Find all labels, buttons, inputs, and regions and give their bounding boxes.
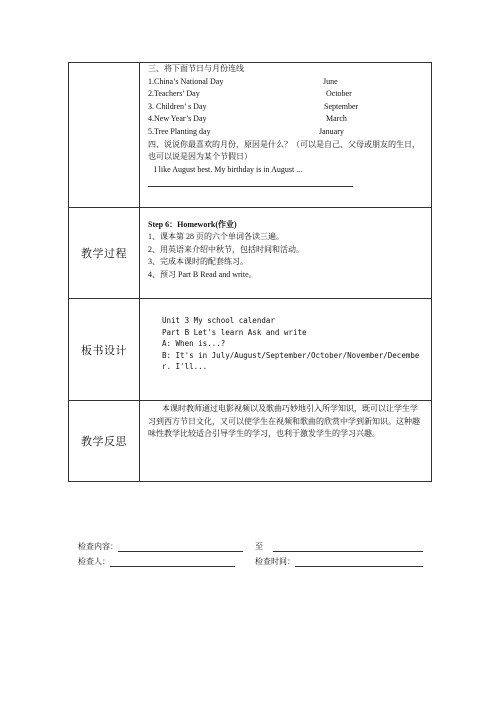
to-field[interactable] (273, 543, 423, 552)
section-four-question: 四、说说你最喜欢的月份，原因是什么？（可以是自己、父母或朋友的生日，也可以说是因为某个节假日） (148, 139, 420, 162)
holiday-2: 2.Teachers’ Day (148, 89, 200, 99)
lesson-plan-table (68, 62, 432, 482)
board-row (69, 299, 432, 401)
reflection-text: 本课时教师通过电影视频以及歌曲巧妙地引入所学知识，既可以让学生学习到西方节日文化，又可以使学生在视频和歌曲的欣赏中学到新知识。这种趣味性教学比较适合引导学生的学习，也利于激发学生的学习兴趣。 (148, 404, 420, 439)
month-4: March (326, 114, 347, 124)
board-line-2: Part B Let's learn Ask and write (162, 327, 307, 337)
exercise-content-cell (140, 63, 432, 208)
holiday-3: 3. Children’ s Day (148, 101, 207, 111)
check-content-label: 检查内容： (78, 542, 118, 551)
board-line-4: B: It's in July/August/September/October/November/December. I'll... (162, 350, 420, 371)
homework-item-2: 2、用英语来介绍中秋节，包括时间和活动。 (148, 244, 304, 254)
footer-checker (78, 556, 423, 567)
checker-label: 检查人： (78, 557, 110, 566)
month-2: October (326, 89, 352, 99)
match-row-3 (148, 101, 425, 114)
match-row-2 (148, 88, 425, 101)
homework-item-1: 1、课本第 28 页的六个单词各读三遍。 (148, 232, 284, 241)
exercise-label-cell (69, 63, 140, 208)
board-label: 板书设计 (69, 299, 140, 401)
match-row-5 (148, 126, 425, 139)
board-content-cell (140, 299, 432, 401)
footer-check-content (78, 541, 423, 552)
holiday-4: 4.New Year’s Day (148, 114, 207, 124)
reflection-row (69, 401, 432, 482)
homework-item-4: 4、预习 Part B Read and write。 (148, 269, 257, 279)
month-5: January (319, 126, 344, 136)
board-line-3: A: When is...? (162, 339, 226, 348)
section-three-title: 三、将下面节日与月份连线 (148, 64, 244, 73)
board-line-1: Unit 3 My school calendar (162, 316, 275, 325)
section-four-answer: I like August best. My birthday is in August ... (154, 164, 303, 174)
month-1: June (323, 76, 338, 86)
homework-item-3: 3、完成本课时的配套练习。 (148, 257, 248, 266)
process-content-cell (140, 208, 432, 299)
process-label: 教学过程 (69, 208, 140, 299)
reflection-content-cell (140, 401, 432, 482)
checker-field[interactable] (110, 558, 235, 567)
homework-title: Step 6：Homework(作业) (148, 220, 237, 229)
reflection-label: 教学反思 (69, 401, 140, 482)
holiday-1: 1.China’s National Day (148, 76, 224, 86)
exercise-row (69, 63, 432, 208)
to-label: 至 (255, 542, 263, 551)
match-row-1 (148, 76, 425, 89)
board-design-block (148, 299, 425, 373)
process-row (69, 208, 432, 299)
check-content-field[interactable] (118, 543, 243, 552)
check-time-field[interactable] (295, 558, 423, 567)
holiday-5: 5.Tree Planting day (148, 126, 211, 136)
match-row-4 (148, 113, 425, 126)
check-time-label: 检查时间： (255, 557, 295, 566)
answer-underline (148, 179, 353, 187)
month-3: September (324, 101, 359, 111)
